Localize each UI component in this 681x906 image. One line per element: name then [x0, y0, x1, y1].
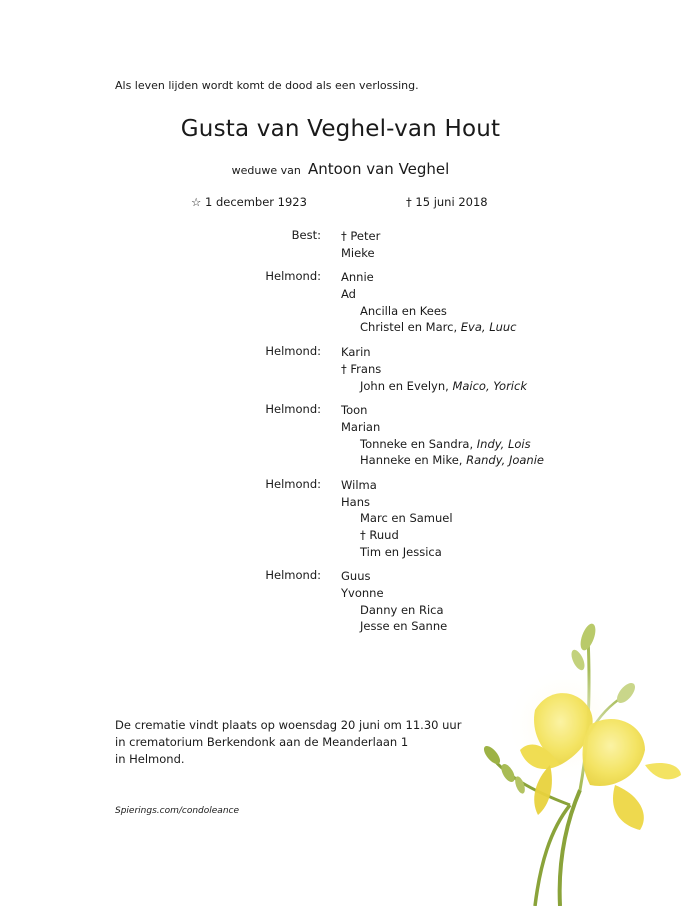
spouse-name: Antoon van Veghel — [307, 160, 450, 178]
freesia-flower-icon — [440, 615, 681, 906]
member-name: Mieke — [341, 245, 375, 260]
widow-prefix: weduwe van — [231, 164, 301, 177]
family-member — [341, 228, 681, 245]
star-icon: ☆ — [191, 195, 202, 209]
family-place: Helmond: — [265, 568, 321, 583]
family-member — [341, 269, 681, 286]
family-group — [0, 477, 681, 560]
family-member — [341, 286, 681, 303]
family-members — [341, 269, 681, 336]
family-group — [0, 269, 681, 336]
grandchildren-names: Maico, Yorick — [452, 378, 527, 393]
member-name: Tonneke en Sandra, — [360, 436, 477, 451]
member-name: Ad — [341, 287, 356, 302]
member-name: Marc en Samuel — [360, 511, 453, 526]
family-place: Helmond: — [265, 476, 321, 491]
service-line: in crematorium Berkendonk aan de Meanderlaan 1 — [115, 735, 409, 749]
family-list — [0, 228, 681, 643]
grandchildren-names: Eva, Luuc — [460, 320, 517, 335]
family-member — [341, 494, 681, 511]
grandchildren-names: Randy, Joanie — [466, 453, 544, 468]
family-member — [341, 452, 681, 469]
member-name: † Peter — [341, 229, 381, 243]
family-group — [0, 344, 681, 394]
family-member — [341, 319, 681, 336]
family-members — [341, 402, 681, 469]
member-name: † Ruud — [360, 528, 399, 542]
family-member — [341, 344, 681, 361]
member-name: Annie — [341, 270, 374, 285]
family-members — [341, 477, 681, 560]
family-member — [341, 245, 681, 262]
widow-line — [0, 159, 681, 178]
grandchildren-names: Indy, Lois — [476, 436, 531, 451]
family-member — [341, 361, 681, 378]
member-name: Karin — [341, 345, 371, 360]
family-member — [341, 477, 681, 494]
member-name: Guus — [341, 569, 371, 584]
member-name: Christel en Marc, — [360, 320, 461, 335]
family-members — [341, 344, 681, 394]
member-name: † Frans — [341, 361, 382, 376]
family-member — [341, 303, 681, 320]
family-place: Best: — [291, 228, 321, 242]
death-date-text: 15 juni 2018 — [415, 195, 488, 209]
family-place: Helmond: — [265, 402, 321, 417]
member-name: Wilma — [341, 477, 377, 492]
service-line: De crematie vindt plaats op woensdag 20 juni om 11.30 uur — [115, 718, 462, 732]
member-name: Tim en Jessica — [360, 544, 442, 559]
member-name: Toon — [341, 403, 368, 418]
family-members — [341, 228, 681, 261]
condolence-website: Spierings.com/condoleance — [115, 806, 240, 816]
member-name: Danny en Rica — [360, 602, 444, 617]
family-member — [341, 527, 681, 544]
member-name: Hans — [341, 494, 370, 509]
family-member — [341, 378, 681, 395]
member-name: Ancilla en Kees — [360, 303, 447, 318]
family-member — [341, 510, 681, 527]
family-member — [341, 402, 681, 419]
family-member — [341, 436, 681, 453]
family-member — [341, 544, 681, 561]
family-group — [0, 402, 681, 469]
death-date — [406, 195, 488, 209]
service-line: in Helmond. — [115, 752, 185, 766]
deceased-name: Gusta van Veghel-van Hout — [180, 116, 501, 142]
birth-date-text: 1 december 1923 — [204, 195, 307, 209]
member-name: Marian — [341, 419, 381, 434]
family-place: Helmond: — [265, 269, 321, 284]
member-name: Yvonne — [341, 586, 384, 601]
motto-text: Als leven lijden wordt komt de dood als een verlossing. — [115, 79, 419, 92]
family-member — [341, 585, 681, 602]
family-group — [0, 228, 681, 261]
family-place: Helmond: — [265, 344, 321, 359]
member-name: Hanneke en Mike, — [360, 453, 467, 468]
cross-icon: † — [406, 195, 412, 209]
member-name: John en Evelyn, — [360, 378, 453, 393]
family-member — [341, 419, 681, 436]
service-info — [115, 717, 461, 768]
member-name: Jesse en Sanne — [360, 619, 448, 634]
birth-date — [191, 195, 307, 209]
family-member — [341, 568, 681, 585]
